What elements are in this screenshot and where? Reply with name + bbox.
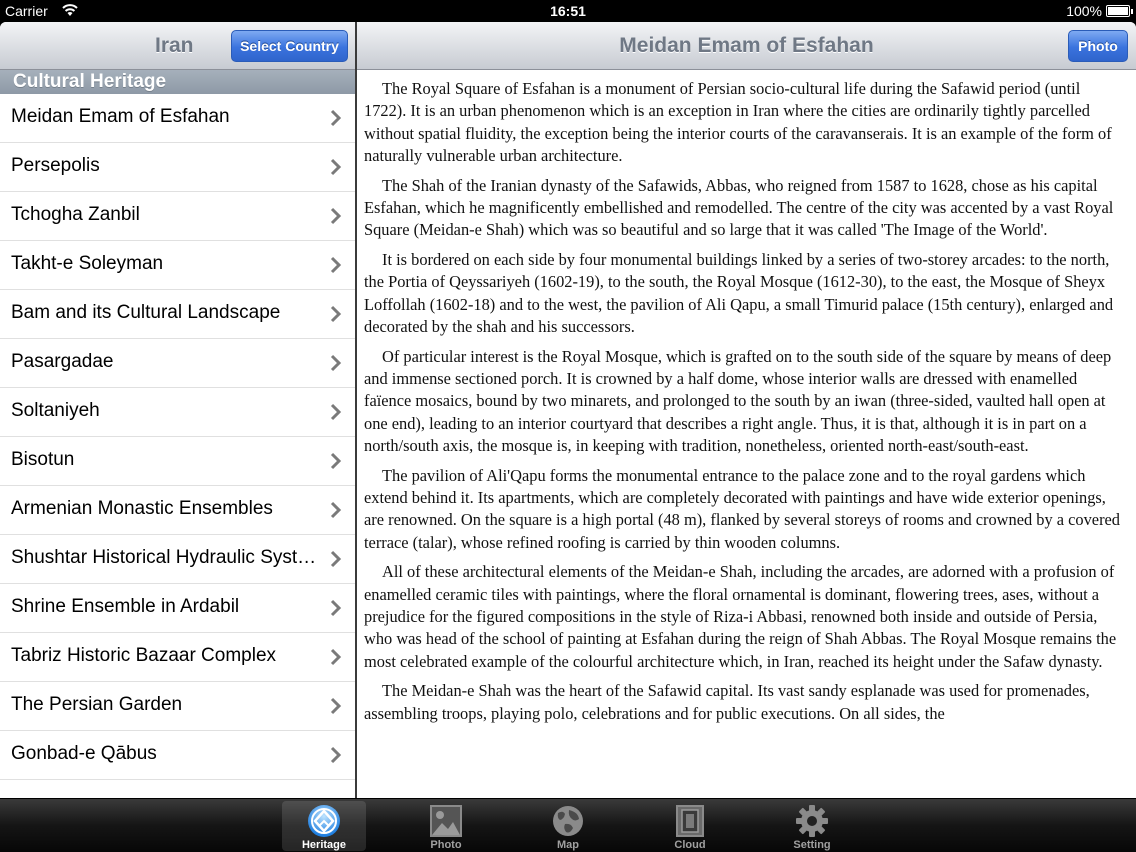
chevron-right-icon	[328, 305, 344, 323]
list-item[interactable]	[0, 633, 355, 682]
list-item-label: Tchogha Zanbil	[11, 204, 140, 225]
list-item-label: Persepolis	[11, 155, 100, 176]
country-title: Iran	[155, 34, 194, 57]
tab-heritage-label: Heritage	[301, 839, 347, 851]
tab-map[interactable]	[526, 801, 610, 851]
carrier-name: Carrier	[5, 3, 48, 19]
chevron-right-icon	[328, 648, 344, 666]
clock: 16:51	[550, 3, 586, 19]
tab-map-label: Map	[557, 839, 579, 851]
article-body[interactable]	[357, 70, 1136, 733]
globe-icon	[551, 804, 585, 838]
list-item[interactable]	[0, 437, 355, 486]
list-item[interactable]	[0, 535, 355, 584]
chevron-right-icon	[328, 501, 344, 519]
master-pane	[0, 22, 355, 798]
list-item[interactable]	[0, 192, 355, 241]
list-item[interactable]	[0, 241, 355, 290]
chevron-right-icon	[328, 403, 344, 421]
list-item[interactable]	[0, 94, 355, 143]
chevron-right-icon	[328, 599, 344, 617]
tab-photo-label: Photo	[430, 839, 462, 851]
list-item-label: Tabriz Historic Bazaar Complex	[11, 645, 277, 666]
list-item-label: Meidan Emam of Esfahan	[11, 106, 230, 127]
list-item-label: Bam and its Cultural Landscape	[11, 302, 281, 323]
chevron-right-icon	[328, 109, 344, 127]
article-paragraph: All of these architectural elements of the Meidan-e Shah, including the arcades, are adorned with a profusion of enamelled ceramic tiles with paintings, where the floral ornamental is dominant, flowering trees, ases, without a prejudice for the figured compositions in the style of Riza-i Abbasi, renowned both inside and outside of Persia, who was head of the school of painting at Esfahan during the reign of Shah Abbas. The Royal Mosque remains the most celebrated example of the colourful architecture which, in Iran, reached its height under the Safaw dynasty.	[364, 562, 1117, 671]
chevron-right-icon	[328, 256, 344, 274]
detail-navbar	[357, 22, 1136, 70]
list-item[interactable]	[0, 731, 355, 780]
cloud-icon	[673, 804, 707, 838]
list-item-label: Shrine Ensemble in Ardabil	[11, 596, 240, 617]
list-item[interactable]	[0, 339, 355, 388]
tab-setting[interactable]	[770, 801, 854, 851]
detail-pane	[357, 22, 1136, 798]
list-item[interactable]	[0, 486, 355, 535]
tab-setting-label: Setting	[793, 839, 831, 851]
article-paragraph: The Shah of the Iranian dynasty of the Safawids, Abbas, who reigned from 1587 to 1628, chose as his capital Esfahan, which he magnificently embellished and remodelled. The centre of the city was accented by a vast Royal Square (Meidan-e Shah) which was so beautiful and so large that it was called 'The Image of the World'.	[364, 175, 1114, 240]
tab-bar	[0, 798, 1136, 852]
list-item[interactable]	[0, 584, 355, 633]
list-item-label: Gonbad-e Qābus	[11, 743, 157, 764]
gear-icon	[795, 804, 829, 838]
tab-cloud[interactable]	[648, 801, 732, 851]
section-header: Cultural Heritage	[0, 70, 355, 94]
chevron-right-icon	[328, 550, 344, 568]
list-item-label: The Persian Garden	[11, 694, 183, 715]
detail-title: Meidan Emam of Esfahan	[619, 34, 874, 57]
list-item[interactable]	[0, 290, 355, 339]
article-paragraph: The pavilion of Ali'Qapu forms the monumental entrance to the palace zone and to the royal gardens which extend behind it. Its apartments, which are completely decorated with paintings and have wide exterior openings, are renowned. On the square is a high portal (48 m), flanked by several storeys of rooms and crowned by a covered terrace (talar), whose refined roofing is carried by thin wooden columns.	[364, 465, 1120, 552]
list-item-label: Bisotun	[11, 449, 75, 470]
chevron-right-icon	[328, 354, 344, 372]
chevron-right-icon	[328, 697, 344, 715]
article-paragraph: The Meidan-e Shah was the heart of the Safawid capital. Its vast sandy esplanade was used for promenades, assembling troops, playing polo, celebrations and for public executions. On all sides, the	[364, 681, 1090, 723]
list-item[interactable]	[0, 682, 355, 731]
battery-percent: 100%	[1066, 3, 1102, 19]
article-paragraph: It is bordered on each side by four monumental buildings linked by a series of two-storey arcades: to the north, the Portia of Qeyssariyeh (1602-19), to the south, the Royal Mosque (1612-30), to the east, the Mosque of Sheyx Loffollah (1602-18) and to the west, the pavilion of Ali Qapu, a small Timurid palace (15th century), enlarged and decorated by the shah and his successors.	[364, 250, 1114, 336]
battery-icon	[1106, 5, 1130, 17]
list-item-label: Armenian Monastic Ensembles	[11, 498, 273, 519]
photo-icon	[429, 804, 463, 838]
article-paragraph: Of particular interest is the Royal Mosque, which is grafted on to the south side of the square by means of deep and immense sectioned porch. It is crowned by a half dome, whose interior walls are dressed with enamelled faïence mosaics, bound by two minarets, and prolonged to the south by an iwan (three-sided, vaulted hall open at one end), leading to an interior courtyard that describes a right angle. Thus, it is that, although it is in part on a north/south axis, the mosque is, in keeping with tradition, nonetheless, oriented north-east/south-east.	[364, 346, 1112, 455]
chevron-right-icon	[328, 158, 344, 176]
select-country-button[interactable]: Select Country	[231, 30, 348, 62]
chevron-right-icon	[328, 452, 344, 470]
list-item[interactable]	[0, 143, 355, 192]
list-item-label: Soltaniyeh	[11, 400, 100, 421]
list-item[interactable]	[0, 388, 355, 437]
article-paragraph: The Royal Square of Esfahan is a monument of Persian socio-cultural life during the Safawid period (until 1722). It is an urban phenomenon which is an exception in Iran where the cities are ordinarily tightly parcelled without spatial fluidity, the exception being the interior courts of the caravanserais. It is an example of the form of naturally vulnerable urban architecture.	[364, 79, 1112, 165]
master-navbar	[0, 22, 355, 70]
tab-photo[interactable]	[404, 801, 488, 851]
list-item-label: Shushtar Historical Hydraulic Syst…	[11, 547, 317, 568]
tab-heritage[interactable]	[282, 801, 366, 851]
heritage-icon	[307, 804, 341, 838]
list-item-label: Takht-e Soleyman	[11, 253, 164, 274]
heritage-list	[0, 94, 355, 780]
chevron-right-icon	[328, 746, 344, 764]
status-bar	[0, 0, 1136, 22]
chevron-right-icon	[328, 207, 344, 225]
tab-cloud-label: Cloud	[674, 839, 706, 851]
photo-button[interactable]: Photo	[1068, 30, 1128, 62]
list-item-label: Pasargadae	[11, 351, 114, 372]
